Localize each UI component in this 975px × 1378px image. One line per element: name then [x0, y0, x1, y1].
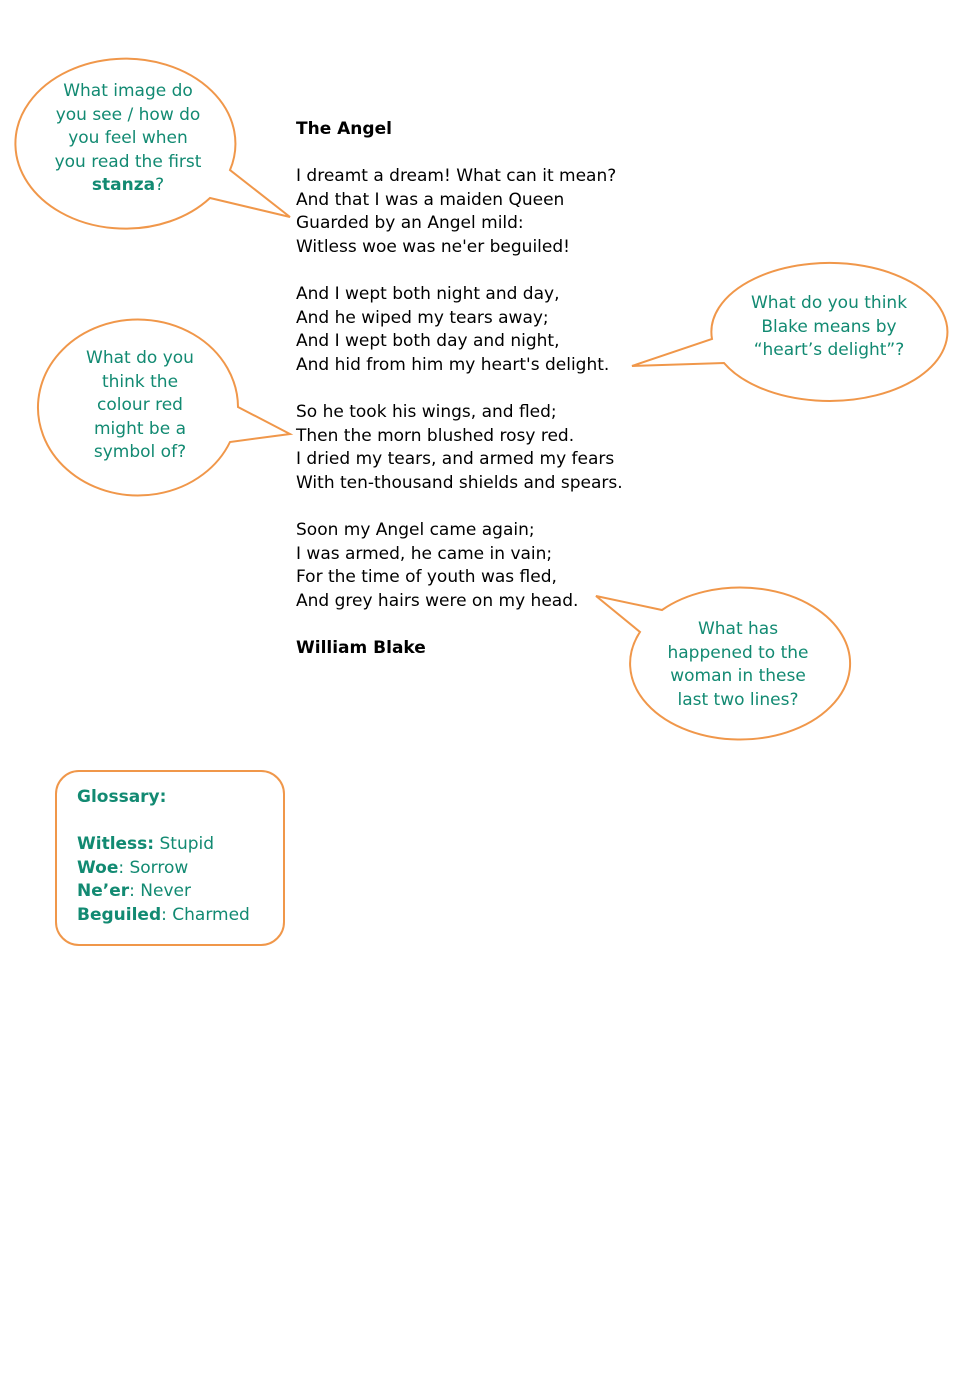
bubble-stanza-text: [30, 80, 226, 198]
glossary-entry: [77, 904, 283, 928]
poem-line: And grey hairs were on my head.: [296, 590, 579, 611]
glossary-term: Witless:: [77, 834, 155, 855]
poem-line: Guarded by an Angel mild:: [296, 213, 524, 234]
bubble-line: “heart’s delight”?: [753, 340, 905, 361]
glossary-definition: Stupid: [154, 834, 215, 855]
poem-title: The Angel: [296, 119, 392, 139]
bold-keyword: stanza: [91, 175, 156, 196]
glossary-definition: : Never: [129, 881, 191, 902]
glossary-term: Woe: [77, 857, 119, 878]
poem-line: With ten-thousand shields and spears.: [296, 472, 623, 493]
poem-line: So he took his wings, and fled;: [296, 402, 557, 423]
bubble-line: What image do: [63, 81, 193, 101]
bubble-line: What has: [697, 619, 779, 639]
poem-line: And hid from him my heart's delight.: [296, 354, 610, 375]
stanza-1: [296, 165, 676, 259]
stanza-3: [296, 401, 676, 495]
bubble-line: think the: [101, 371, 179, 392]
bubble-line: [30, 174, 226, 198]
stanza-2: [296, 283, 676, 377]
poem-line: And I wept both day and night,: [296, 331, 560, 352]
glossary-definition: : Sorrow: [118, 857, 189, 878]
glossary-term: Ne’er: [77, 881, 130, 902]
glossary-definition: : Charmed: [161, 904, 250, 925]
bubble-line: you see / how do: [55, 104, 201, 125]
bubble-line: What do you: [86, 348, 194, 368]
bubble-line: might be a: [94, 418, 186, 439]
bubble-line: Blake means by: [761, 316, 897, 337]
poem-line: I dreamt a dream! What can it mean?: [296, 166, 617, 187]
poem-line: Soon my Angel came again;: [296, 520, 535, 541]
poem-author: William Blake: [296, 638, 426, 659]
bubble-heart-text: [730, 292, 928, 363]
glossary-entry: [77, 833, 283, 857]
bubble-line: you read the first: [54, 151, 202, 172]
poem-line: I dried my tears, and armed my fears: [296, 449, 615, 470]
question-mark: ?: [155, 175, 165, 196]
poem-line: I was armed, he came in vain;: [296, 543, 553, 564]
bubble-red-text: [60, 347, 220, 465]
glossary-entry: [77, 880, 283, 904]
poem-line: And that I was a maiden Queen: [296, 189, 565, 210]
bubble-line: happened to the: [667, 642, 809, 663]
poem-line: And I wept both night and day,: [296, 284, 560, 305]
poem: [296, 118, 676, 661]
poem-line: And he wiped my tears away;: [296, 307, 549, 328]
bubble-line: colour red: [97, 395, 183, 416]
poem-line: Then the morn blushed rosy red.: [296, 425, 575, 446]
bubble-line: woman in these: [670, 666, 806, 687]
poem-line: Witless woe was ne'er beguiled!: [296, 236, 570, 257]
bubble-line: symbol of?: [93, 442, 187, 463]
bubble-line: last two lines?: [677, 689, 799, 710]
bubble-line: What do you think: [750, 293, 908, 313]
glossary-box: [55, 770, 285, 946]
glossary-heading: Glossary:: [77, 787, 167, 807]
bubble-line: you feel when: [68, 128, 188, 149]
stanza-4: [296, 519, 676, 613]
glossary-entry: [77, 857, 283, 881]
poem-line: For the time of youth was fled,: [296, 567, 557, 588]
glossary-term: Beguiled: [77, 904, 162, 925]
